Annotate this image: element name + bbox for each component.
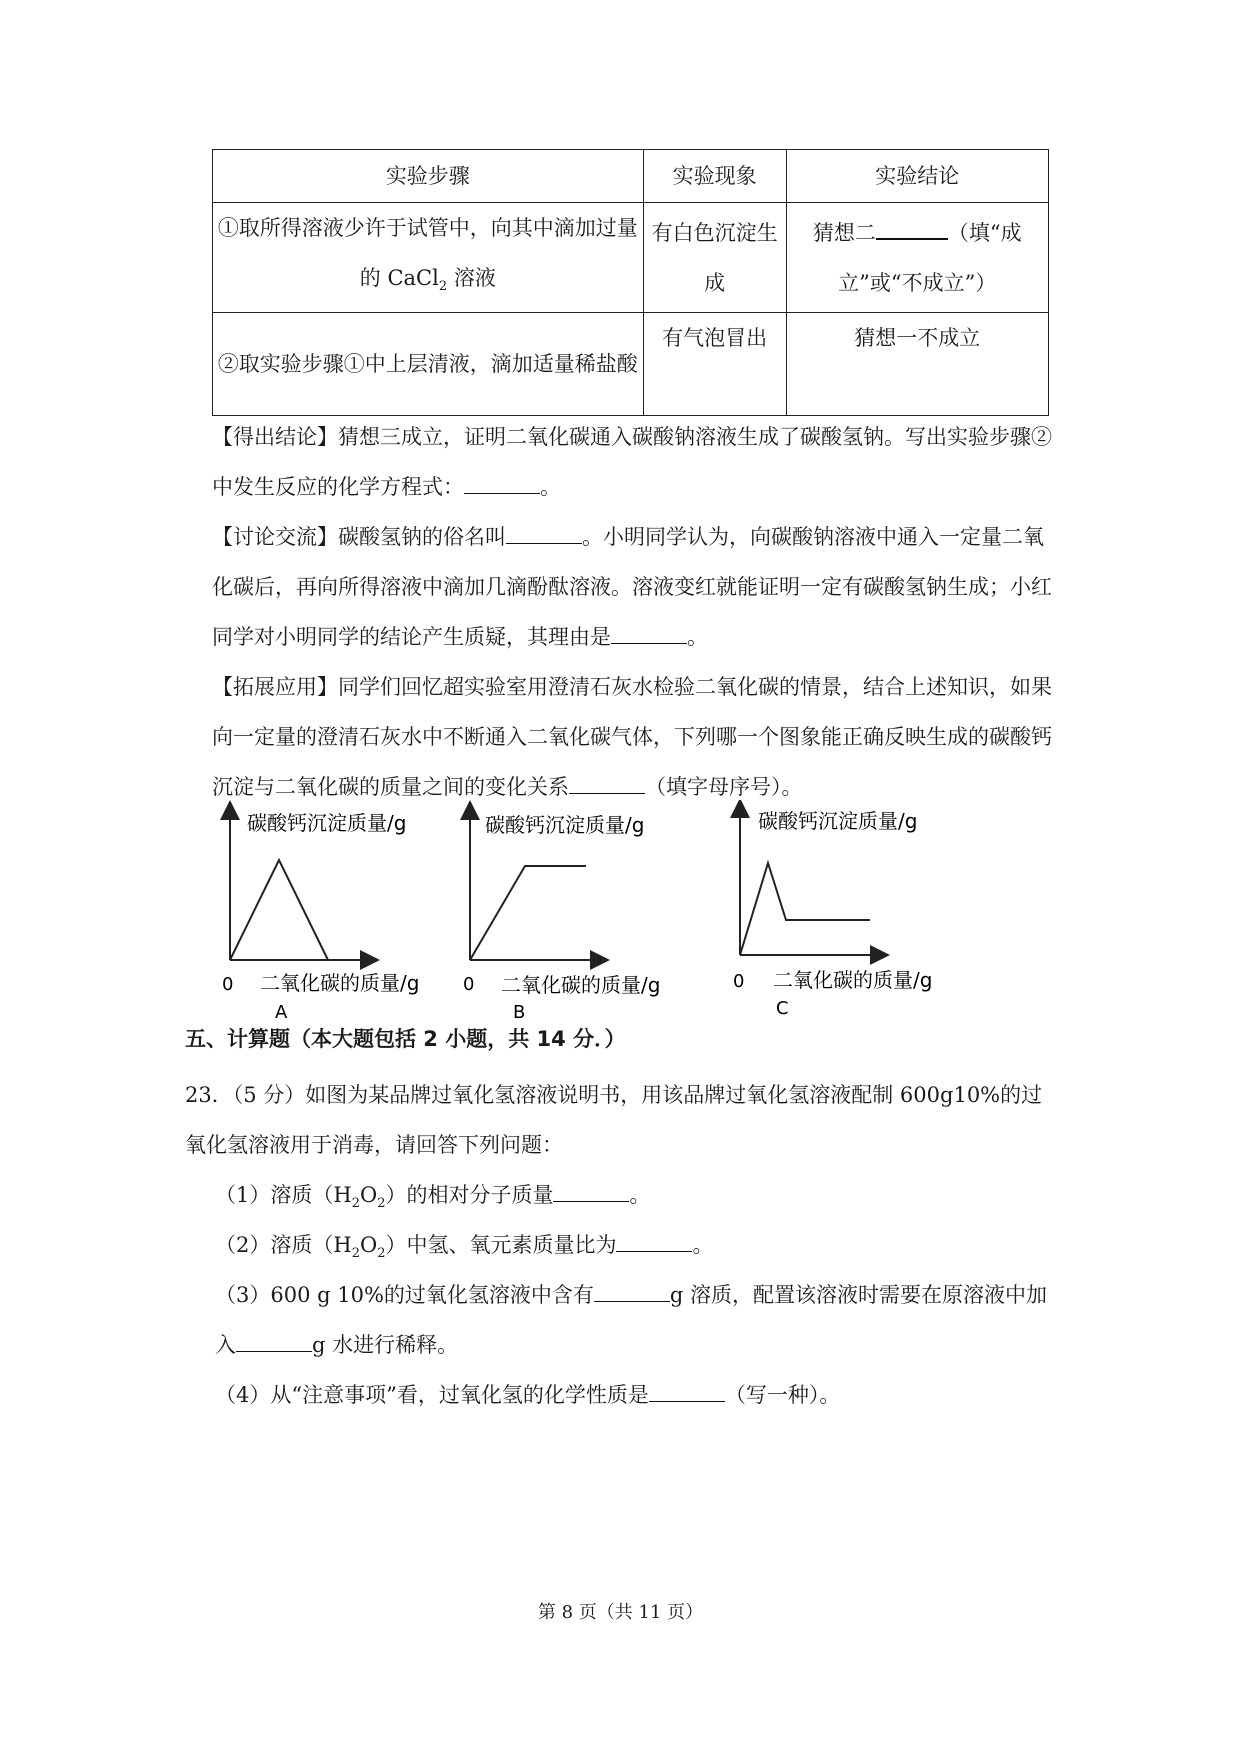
answer-blank[interactable]: [594, 1281, 670, 1302]
paragraph-application: [212, 662, 1052, 812]
table-cell-step: [213, 203, 644, 313]
text-fragment: 【拓展应用】同学们回忆超实验室用澄清石灰水检验二氧化碳的情景，结合上述知识，如果向一定量的澄清石灰水中不断通入二氧化碳气体，下列哪一个图象能正确反映生成的碳酸钙沉淀与二氧化碳的质量之间的变化关系: [212, 675, 1052, 799]
x-axis-label: 二氧化碳的质量/g: [773, 968, 933, 992]
subscript: 2: [351, 1246, 360, 1262]
y-axis-label: 碳酸钙沉淀质量/g: [485, 813, 645, 837]
table-cell-phenomenon: 有气泡冒出: [643, 313, 786, 416]
graph-letter: C: [776, 998, 789, 1019]
text-fragment: g 溶质，配置该溶液时需要在原溶液中加入: [215, 1283, 1048, 1357]
answer-blank[interactable]: [236, 1331, 312, 1352]
graph-b: [455, 800, 695, 1029]
text-fragment: （2）溶质（H: [215, 1233, 352, 1257]
experiment-table: [212, 149, 1049, 416]
answer-blank[interactable]: [553, 1181, 629, 1202]
table-cell-conclusion: 猜想一不成立: [786, 313, 1048, 416]
text-fragment: 猜想二: [812, 220, 876, 245]
graph-c: [728, 800, 968, 1029]
section-heading: 五、计算题（本大题包括 2 小题，共 14 分．）: [185, 1027, 626, 1051]
step-line: [217, 253, 639, 312]
text-fragment: （填字母序号）。: [645, 775, 803, 799]
origin-label: 0: [463, 974, 475, 995]
text-fragment: （1）溶质（H: [215, 1183, 352, 1207]
x-axis-label: 二氧化碳的质量/g: [260, 971, 420, 995]
y-axis-label: 碳酸钙沉淀质量/g: [247, 811, 407, 835]
answer-blank[interactable]: [616, 1231, 692, 1252]
text-fragment: 溶液: [447, 266, 496, 290]
text-fragment: 【讨论交流】碳酸氢钠的俗名叫: [212, 525, 506, 549]
text-fragment: 。: [687, 625, 708, 649]
text-fragment: 。: [629, 1183, 651, 1207]
graph-letter: A: [275, 1002, 288, 1023]
step-line: ①取所得溶液少许于试管中，向其中滴加过量: [217, 216, 638, 240]
table-row: [213, 313, 1049, 416]
subscript: 2: [438, 279, 448, 295]
text-fragment: （填“成立”或“不成立”）: [838, 220, 1022, 295]
answer-blank[interactable]: [569, 773, 645, 794]
paragraph-conclusion: [212, 412, 1052, 512]
answer-blank[interactable]: [649, 1381, 725, 1402]
answer-blank[interactable]: [464, 473, 540, 494]
text-fragment: （3）600 g 10%的过氧化氢溶液中含有: [215, 1283, 594, 1307]
x-axis-label: 二氧化碳的质量/g: [501, 973, 661, 997]
table-row: [213, 203, 1049, 313]
answer-blank[interactable]: [876, 216, 948, 240]
text-fragment: 。: [692, 1233, 714, 1257]
subscript: 2: [377, 1246, 386, 1262]
answer-blank[interactable]: [611, 623, 687, 644]
curve: [470, 866, 586, 960]
paragraph-discussion: [212, 512, 1052, 662]
origin-label: 0: [222, 974, 234, 995]
table-header-cell: 实验现象: [643, 150, 786, 203]
text-fragment: 的 CaCl: [359, 266, 439, 290]
page-footer: 第 8 页（共 11 页）: [537, 1602, 704, 1623]
text-fragment: O: [359, 1233, 378, 1257]
table-header-cell: 实验步骤: [213, 150, 644, 203]
y-axis-label: 碳酸钙沉淀质量/g: [758, 809, 918, 833]
text-fragment: （4）从“注意事项”看，过氧化氢的化学性质是: [215, 1383, 649, 1407]
table-header-row: [213, 150, 1049, 203]
graph-a: [212, 800, 452, 1029]
text-fragment: 23．（5 分）如图为某品牌过氧化氢溶液说明书，用该品牌过氧化氢溶液配制 600g10%的过氧化氢溶液用于消毒，请回答下列问题：: [185, 1083, 1043, 1157]
text-fragment: 【得出结论】猜想三成立，证明二氧化碳通入碳酸钠溶液生成了碳酸氢钠。写出实验步骤②中发生反应的化学方程式：: [212, 425, 1052, 499]
text-fragment: 。: [540, 475, 561, 499]
subscript: 2: [351, 1196, 360, 1212]
text-fragment: （写一种）。: [724, 1383, 841, 1407]
graph-letter: B: [513, 1002, 526, 1023]
question-23: [185, 1070, 1055, 1170]
subscript: 2: [377, 1196, 386, 1212]
text-fragment: ）中氢、氧元素质量比为: [385, 1233, 617, 1257]
curve: [740, 863, 870, 955]
text-fragment: g 水进行稀释。: [312, 1333, 459, 1357]
sub-question-4: [185, 1370, 1055, 1420]
table-cell-phenomenon: 有白色沉淀生成: [643, 203, 786, 313]
table-header-cell: 实验结论: [786, 150, 1048, 203]
origin-label: 0: [733, 971, 745, 992]
sub-question-3: [215, 1270, 1055, 1370]
text-fragment: 。小明同学认为，向碳酸钠溶液中通入一定量二氧化碳后，再向所得溶液中滴加几滴酚酞溶液。溶液变红就能证明一定有碳酸氢钠生成；小红同学对小明同学的结论产生质疑，其理由是: [212, 525, 1052, 649]
answer-blank[interactable]: [506, 523, 582, 544]
curve: [230, 860, 328, 960]
text-fragment: O: [359, 1183, 378, 1207]
table-cell-step: ②取实验步骤①中上层清液，滴加适量稀盐酸: [213, 313, 644, 416]
table-cell-conclusion: [786, 203, 1048, 313]
text-fragment: ）的相对分子质量: [385, 1183, 554, 1207]
question-stem: [185, 1070, 1055, 1170]
